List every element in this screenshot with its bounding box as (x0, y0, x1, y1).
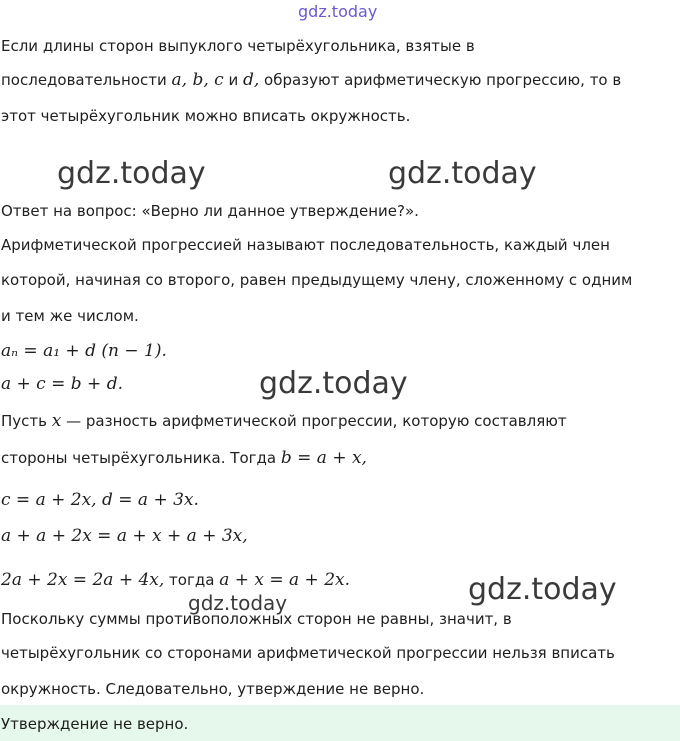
text: тогда (164, 571, 220, 589)
formula-sides: c = a + 2x, d = a + 3x. (1, 490, 199, 510)
paragraph-line: которой, начиная со второго, равен предыдущему члену, сложенному с одним (1, 271, 633, 289)
paragraph-line (1, 448, 367, 468)
paragraph-line (1, 411, 567, 431)
paragraph-line: Поскольку суммы противоположных сторон не равны, значит, в (1, 610, 512, 628)
text: последовательности (1, 71, 172, 89)
formula-equality: a + a + 2x = a + x + a + 3x, (1, 526, 248, 546)
watermark: gdz.today (259, 366, 408, 401)
answer-text: Утверждение не верно. (1, 715, 189, 733)
watermark: gdz.today (57, 156, 206, 191)
question-line: Ответ на вопрос: «Верно ли данное утверждение?». (1, 202, 419, 220)
math-expression: a, b, c (171, 70, 224, 90)
watermark: gdz.today (298, 2, 378, 21)
math-expression: x (51, 411, 62, 431)
paragraph-line: четырёхугольник со сторонами арифметической прогрессии нельзя вписать (1, 644, 615, 662)
watermark: gdz.today (468, 572, 617, 607)
text: образуют арифметическую прогрессию, то в (259, 71, 622, 89)
paragraph-line: Арифметической прогрессией называют последовательность, каждый член (1, 236, 610, 254)
math-expression: 2a + 2x = 2a + 4x, (1, 570, 165, 590)
text: — разность арифметической прогрессии, которую составляют (61, 412, 567, 430)
formula-progression: aₙ = a₁ + d (n − 1). (1, 341, 167, 361)
math-expression: d, (242, 70, 260, 90)
paragraph-line: окружность. Следовательно, утверждение не верно. (1, 680, 425, 698)
text: и (223, 71, 243, 89)
statement-line-1: Если длины сторон выпуклого четырёхугольника, взятые в (1, 37, 475, 55)
math-expression: a + x = a + 2x. (219, 570, 351, 590)
formula-sum: a + c = b + d. (1, 374, 123, 394)
paragraph-line: и тем же числом. (1, 307, 139, 325)
text: Пусть (1, 412, 52, 430)
statement-line-3: этот четырёхугольник можно вписать окружность. (1, 107, 411, 125)
watermark: gdz.today (188, 591, 288, 615)
statement-line-2 (1, 70, 621, 90)
formula-result (1, 570, 350, 590)
text: стороны четырёхугольника. Тогда (1, 449, 281, 467)
math-expression: b = a + x, (280, 448, 367, 468)
watermark: gdz.today (388, 156, 537, 191)
